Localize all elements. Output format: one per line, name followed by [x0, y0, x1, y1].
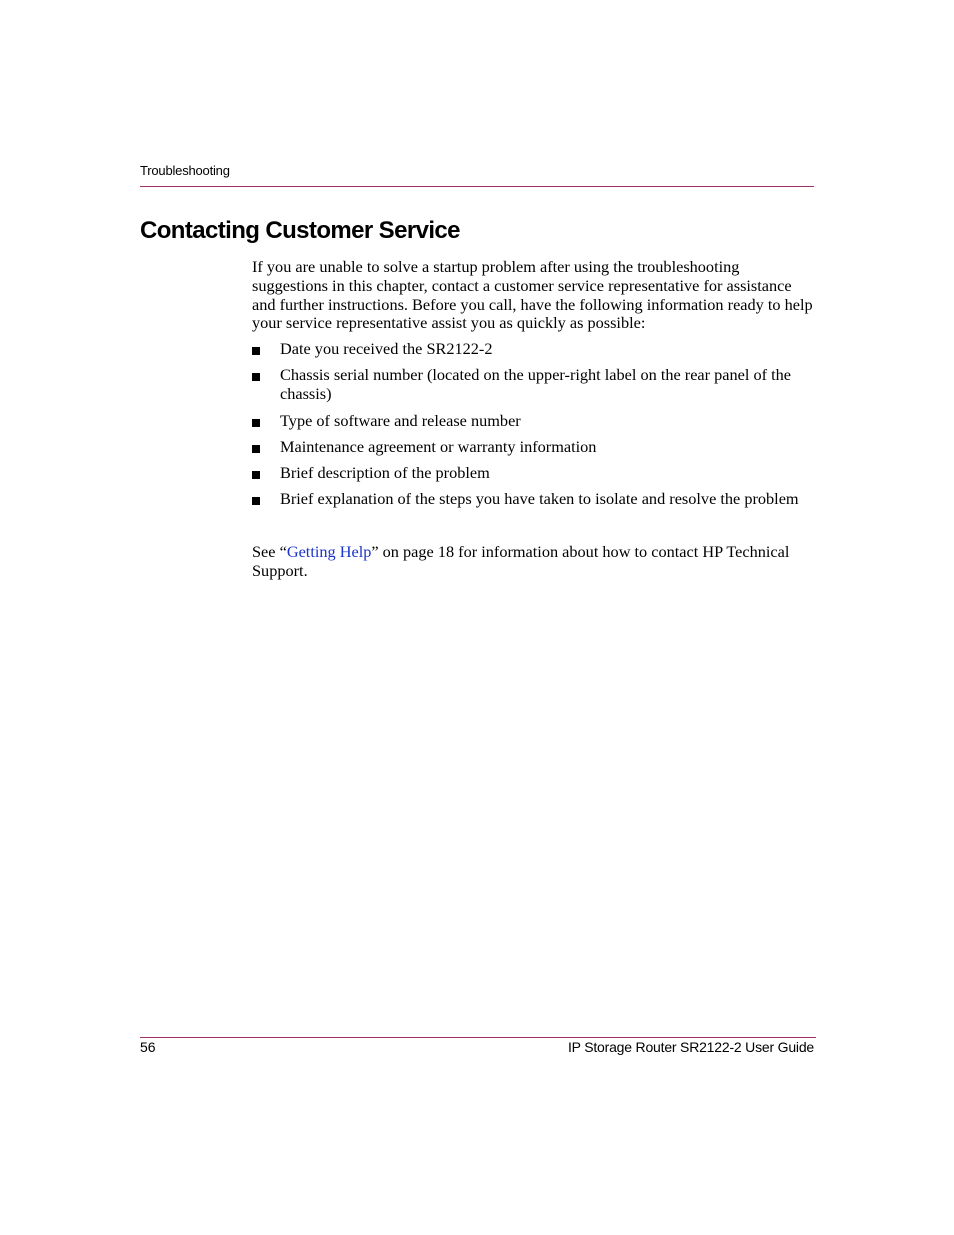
see-suffix: ” on page 18 for information about how to contact HP Technical Support.	[252, 542, 790, 581]
list-item-text: Brief explanation of the steps you have taken to isolate and resolve the problem	[280, 489, 799, 509]
document-title: IP Storage Router SR2122-2 User Guide	[567, 1039, 814, 1055]
square-bullet-icon	[252, 445, 260, 453]
list-item	[252, 412, 818, 431]
list-item-text: Brief description of the problem	[280, 463, 490, 483]
square-bullet-icon	[252, 471, 260, 479]
intro-paragraph: If you are unable to solve a startup problem after using the troubleshooting suggestions in this chapter, contact a customer service representative for assistance and further instructions. Before you call, have the following information ready to help your service representative assist you as quickly as possible:	[252, 257, 813, 333]
list-item-text: Chassis serial number (located on the upper-right label on the rear panel of the chassis)	[280, 365, 791, 404]
list-item-text: Date you received the SR2122-2	[280, 339, 493, 359]
info-checklist	[252, 340, 818, 509]
list-item	[252, 340, 818, 359]
list-item	[252, 438, 818, 457]
running-header: Troubleshooting	[140, 163, 230, 178]
list-item	[252, 366, 818, 404]
list-item-text: Type of software and release number	[280, 410, 521, 430]
list-item	[252, 464, 818, 483]
section-title: Contacting Customer Service	[140, 217, 460, 244]
list-item	[252, 490, 818, 509]
cross-reference-paragraph	[252, 543, 818, 581]
square-bullet-icon	[252, 497, 260, 505]
section-body	[252, 258, 818, 581]
square-bullet-icon	[252, 347, 260, 355]
list-item-text: Maintenance agreement or warranty information	[280, 436, 597, 456]
header-divider	[140, 186, 814, 187]
see-prefix: See “	[252, 542, 287, 562]
page-number: 56	[140, 1039, 156, 1055]
getting-help-link[interactable]: Getting Help	[286, 542, 372, 562]
square-bullet-icon	[252, 373, 260, 381]
square-bullet-icon	[252, 419, 260, 427]
footer-divider	[140, 1037, 816, 1038]
